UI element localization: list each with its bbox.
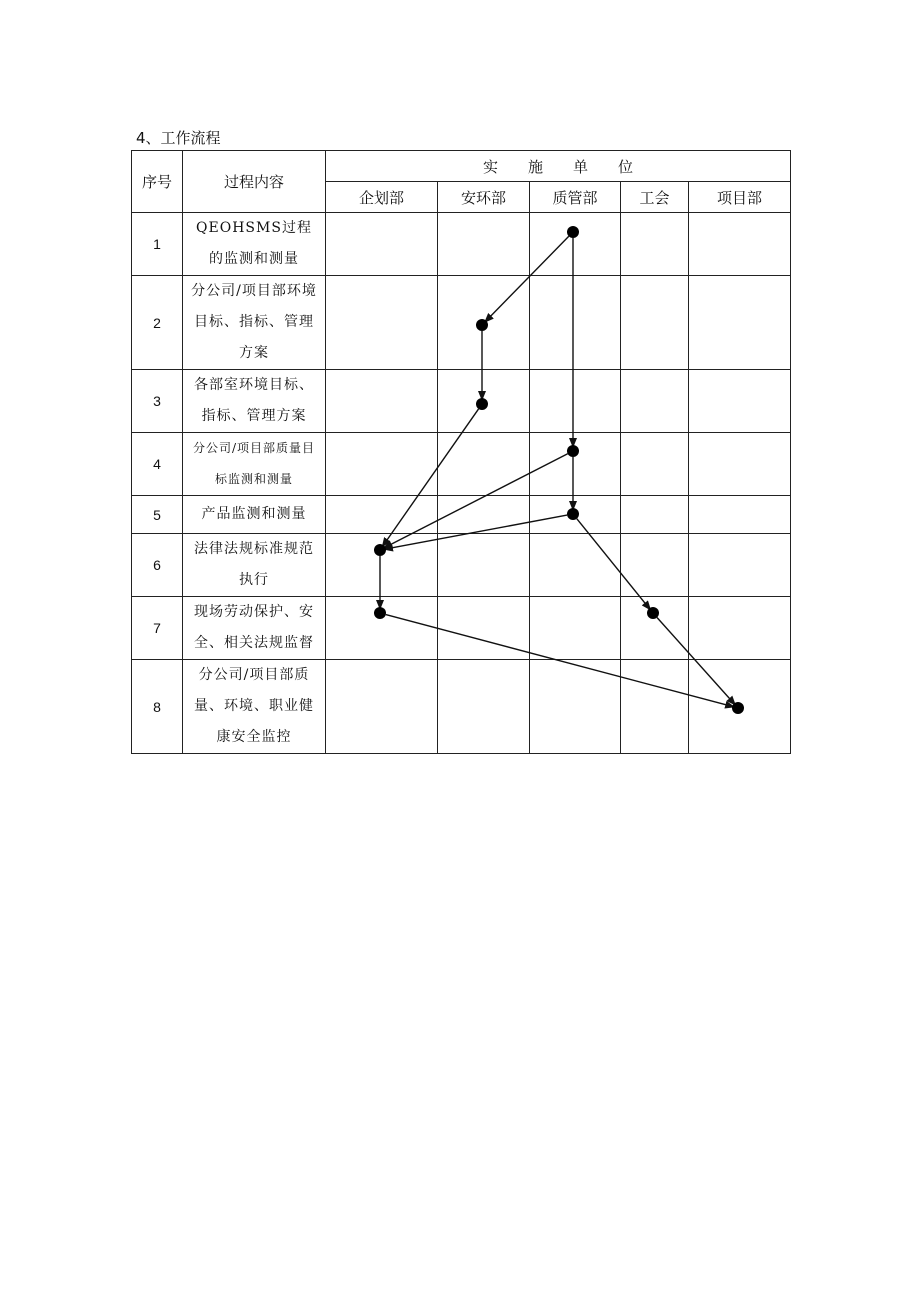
table-row (132, 534, 791, 597)
row-number: 2 (132, 276, 183, 370)
row-number: 6 (132, 534, 183, 597)
header-unit-safety-env: 安环部 (438, 182, 530, 213)
header-seq: 序号 (132, 151, 183, 213)
header-unit-quality: 质管部 (530, 182, 621, 213)
header-unit-union: 工会 (621, 182, 689, 213)
row-content: 分公司/项目部质量目标监测和测量 (183, 433, 326, 496)
row-content: 产品监测和测量 (183, 496, 326, 534)
row-number: 4 (132, 433, 183, 496)
table-row (132, 276, 791, 370)
row-number: 3 (132, 370, 183, 433)
table-row (132, 213, 791, 276)
table-row (132, 370, 791, 433)
row-content: 分公司/项目部环境目标、指标、管理方案 (183, 276, 326, 370)
row-content: 分公司/项目部质量、环境、职业健康安全监控 (183, 660, 326, 754)
header-units-group: 实施单位 (326, 151, 791, 182)
table-row (132, 433, 791, 496)
header-content: 过程内容 (183, 151, 326, 213)
row-number: 5 (132, 496, 183, 534)
row-number: 1 (132, 213, 183, 276)
row-content: 现场劳动保护、安全、相关法规监督 (183, 597, 326, 660)
table-row (132, 496, 791, 534)
row-number: 8 (132, 660, 183, 754)
section-title: 4、工作流程 (136, 129, 221, 147)
row-content: QEOHSMS过程的监测和测量 (183, 213, 326, 276)
row-content: 各部室环境目标、指标、管理方案 (183, 370, 326, 433)
workflow-table (131, 150, 791, 754)
table-row (132, 660, 791, 754)
header-unit-project: 项目部 (689, 182, 791, 213)
row-content: 法律法规标准规范执行 (183, 534, 326, 597)
header-unit-planning: 企划部 (326, 182, 438, 213)
row-number: 7 (132, 597, 183, 660)
table-row (132, 597, 791, 660)
